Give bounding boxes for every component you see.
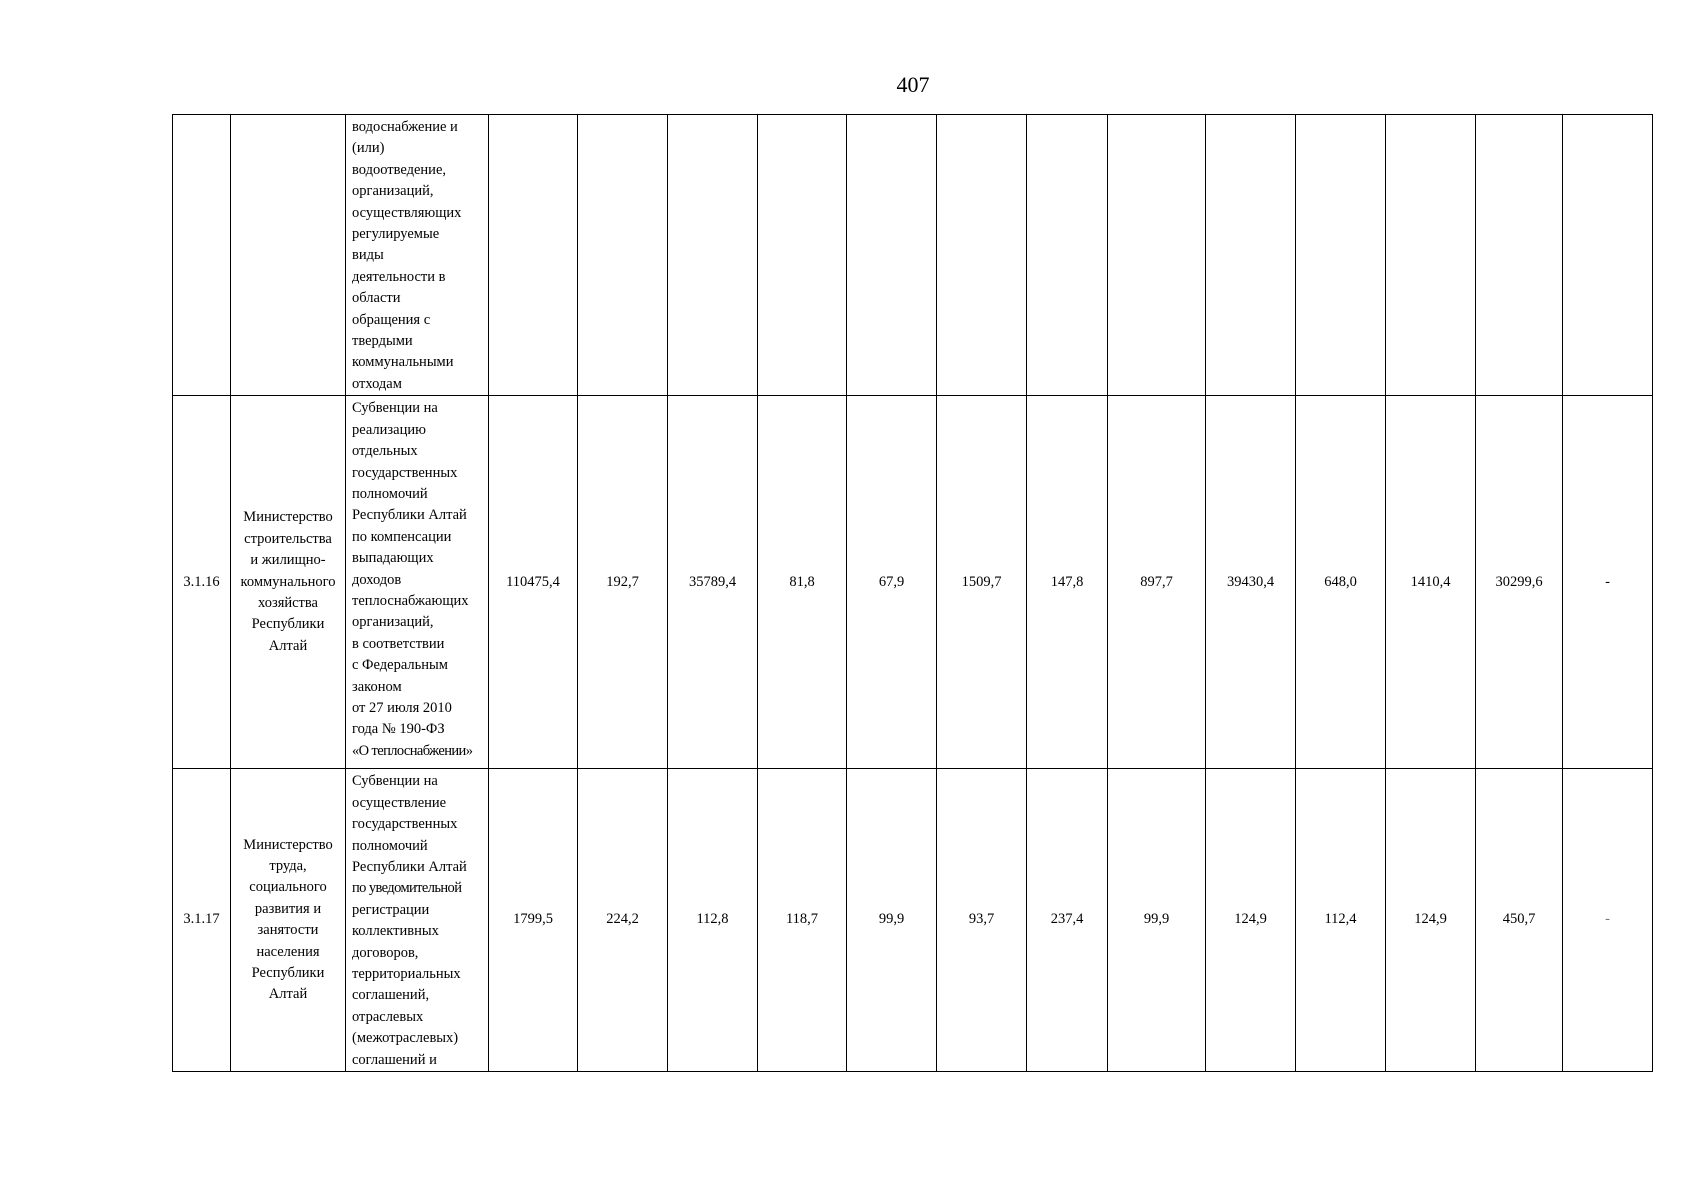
organization-line: развития и: [254, 900, 322, 917]
value-cell: [1108, 115, 1206, 396]
description-line: договоров,: [352, 944, 419, 961]
row-description-cell: [346, 769, 489, 1072]
description-line: от 27 июля 2010: [352, 699, 452, 716]
row-description-cell: [346, 396, 489, 769]
value-cell: 67,9: [847, 396, 937, 769]
value-cell: 81,8: [758, 396, 847, 769]
organization-line: Республики: [251, 616, 325, 633]
description-line: законом: [352, 678, 402, 695]
description-line: реализацию: [352, 421, 426, 438]
value-cell: [847, 115, 937, 396]
value-cell: [668, 115, 758, 396]
description-line: отраслевых: [352, 1008, 424, 1025]
organization-line: социального: [249, 879, 327, 896]
description-line: теплоснабжающих: [352, 592, 469, 609]
value-cell: 118,7: [758, 769, 847, 1072]
description-line: коммунальными: [352, 354, 454, 371]
value-cell: 648,0: [1296, 396, 1386, 769]
value-cell: [578, 115, 668, 396]
description-line: коллективных: [352, 923, 439, 940]
value-cell: 110475,4: [489, 396, 578, 769]
description-line: деятельности в: [352, 268, 446, 285]
organization-line: Министерство: [243, 509, 333, 526]
description-line: полномочий: [352, 485, 428, 502]
description-line: года № 190-ФЗ: [352, 721, 445, 738]
organization-line: занятости: [257, 922, 319, 939]
organization-line: хозяйства: [258, 594, 318, 611]
page-number: 407: [896, 72, 930, 97]
description-line: Субвенции на: [352, 400, 438, 417]
description-line: полномочий: [352, 837, 428, 854]
description-line: организаций,: [352, 614, 434, 631]
description-line: регулируемые: [352, 226, 440, 243]
value-cell: 192,7: [578, 396, 668, 769]
row-code-cell: 3.1.16: [173, 396, 231, 769]
row-description-cell: [346, 115, 489, 396]
organization-line: Министерство: [243, 836, 333, 853]
value-cell: 1509,7: [937, 396, 1027, 769]
value-cell: 99,9: [1108, 769, 1206, 1072]
description-line: с Федеральным: [352, 657, 448, 674]
description-line: (или): [352, 140, 385, 157]
value-cell: 112,8: [668, 769, 758, 1072]
description-line: государственных: [352, 816, 458, 833]
description-line: по компенсации: [352, 528, 452, 545]
organization-line: населения: [256, 943, 320, 960]
value-cell: [1027, 115, 1108, 396]
organization-line: Алтай: [268, 637, 308, 654]
organization-line: и жилищно-: [250, 552, 326, 569]
description-line: государственных: [352, 464, 458, 481]
row-organization-cell: [231, 769, 346, 1072]
value-cell: [489, 115, 578, 396]
description-line: территориальных: [352, 965, 461, 982]
description-line: Республики Алтай: [352, 858, 467, 875]
description-line: виды: [352, 247, 384, 264]
table-row: [173, 769, 1653, 1072]
value-cell: 93,7: [937, 769, 1027, 1072]
description-line: отдельных: [352, 443, 418, 460]
value-cell: 1799,5: [489, 769, 578, 1072]
description-line: соглашений,: [352, 987, 430, 1004]
value-cell: [937, 115, 1027, 396]
row-code-cell: [173, 115, 231, 396]
value-cell: 897,7: [1108, 396, 1206, 769]
description-line: «О теплоснабжении»: [352, 742, 473, 759]
table-row: [173, 115, 1653, 396]
value-cell: 124,9: [1386, 769, 1476, 1072]
budget-table: [172, 114, 1653, 1072]
value-cell: 30299,6: [1476, 396, 1563, 769]
description-line: соглашений и: [352, 1051, 437, 1068]
description-line: в соответствии: [352, 635, 445, 652]
row-organization-cell: [231, 115, 346, 396]
description-line: регистрации: [352, 901, 430, 918]
table-row: [173, 396, 1653, 769]
row-organization-cell: [231, 396, 346, 769]
description-line: по уведомительной: [352, 880, 462, 897]
value-cell: 1410,4: [1386, 396, 1476, 769]
value-cell: 112,4: [1296, 769, 1386, 1072]
row-code-cell: 3.1.17: [173, 769, 231, 1072]
description-line: организаций,: [352, 183, 434, 200]
value-cell: 450,7: [1476, 769, 1563, 1072]
organization-line: Республики: [251, 964, 325, 981]
value-cell: -: [1563, 769, 1653, 1072]
value-cell: [1206, 115, 1296, 396]
description-line: области: [352, 290, 401, 307]
value-cell: [758, 115, 847, 396]
value-cell: 124,9: [1206, 769, 1296, 1072]
value-cell: 35789,4: [668, 396, 758, 769]
value-cell: 99,9: [847, 769, 937, 1072]
value-cell: 147,8: [1027, 396, 1108, 769]
description-line: обращения с: [352, 311, 431, 328]
organization-line: строительства: [244, 530, 332, 547]
description-line: (межотраслевых): [352, 1030, 459, 1047]
description-line: доходов: [352, 571, 402, 588]
description-line: выпадающих: [352, 550, 434, 567]
value-cell: [1296, 115, 1386, 396]
value-cell: [1563, 115, 1653, 396]
description-line: осуществляющих: [352, 204, 462, 221]
value-cell: 224,2: [578, 769, 668, 1072]
value-cell: -: [1563, 396, 1653, 769]
organization-line: Алтай: [268, 986, 308, 1003]
organization-line: коммунального: [240, 573, 336, 590]
value-cell: 237,4: [1027, 769, 1108, 1072]
description-line: водоснабжение и: [352, 119, 458, 135]
description-line: твердыми: [352, 333, 413, 350]
description-line: отходам: [352, 375, 402, 392]
description-line: Республики Алтай: [352, 507, 467, 524]
organization-line: труда,: [269, 857, 307, 874]
value-cell: [1476, 115, 1563, 396]
description-line: водоотведение,: [352, 161, 447, 178]
value-cell: 39430,4: [1206, 396, 1296, 769]
description-line: осуществление: [352, 794, 447, 811]
description-line: Субвенции на: [352, 773, 438, 790]
value-cell: [1386, 115, 1476, 396]
